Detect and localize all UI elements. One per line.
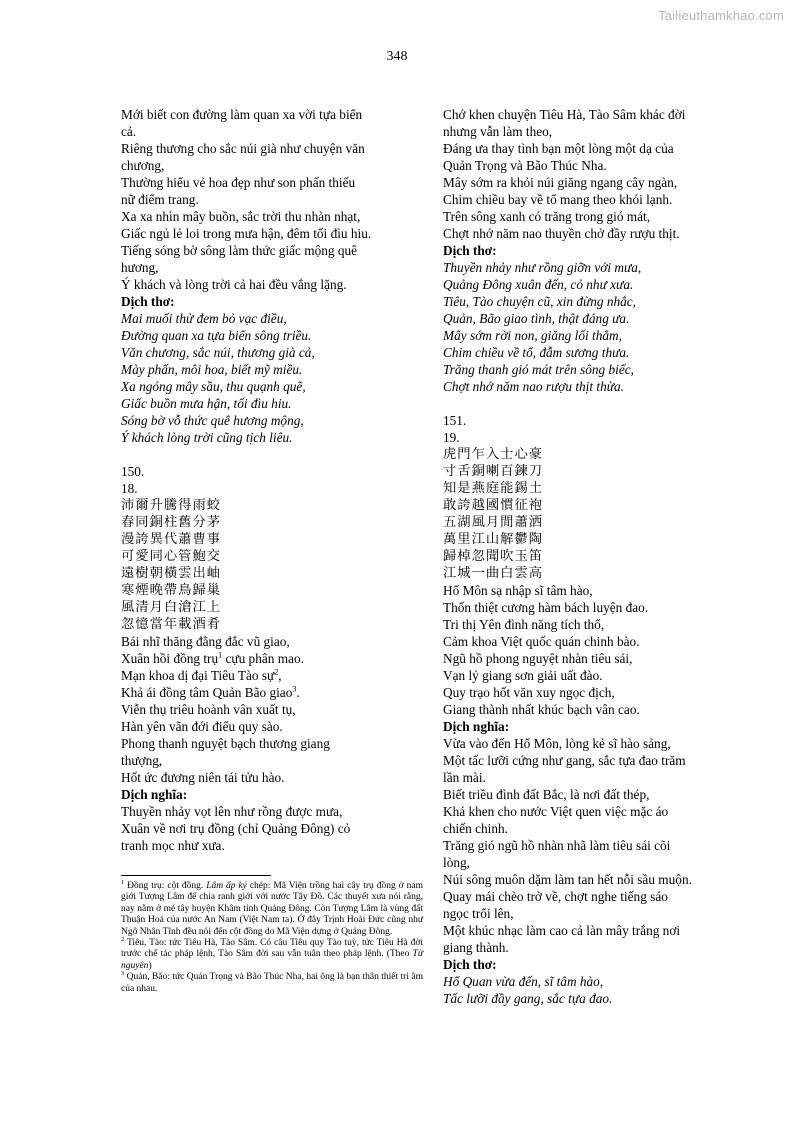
- text-line: Tấc lưỡi đầy gang, sắc tựa đao.: [443, 991, 613, 1006]
- text-line: Mây sớm ra khỏi núi giăng ngang cây ngàn,: [443, 175, 678, 190]
- text-line: Đường quan xa tựa biển sông triều.: [121, 328, 312, 343]
- footnote-ref[interactable]: 1: [218, 650, 223, 660]
- text-line: Mới biết con đường làm quan xa vời tựa biển: [121, 107, 363, 122]
- poem-sub-number: 18.: [121, 481, 138, 496]
- poem-150-continued: [443, 106, 745, 395]
- reading-line: Xuân hồi đồng trụ$^1$ cựu phân mao.: [121, 650, 304, 666]
- footnote-1: $^1$ Đồng trụ: cột đồng. Lâm ấp ký chép: Mã Viện trồng hai cây trụ đồng ở nam giới Tượng Lâm để chia ranh giới với nước Tây Đồ. Các thuyết xưa nói rằng, nay nằm ở mé tây huyện Khâm tỉnh Quảng Đông. Còn Tượng Lâm là vùng đất Thuận Hoá của nước An Nam (Việt Nam ta). Ở đây Trịnh Hoài Đức cũng như Ngô Nhân Tĩnh đều nói đến cột đồng do Mã Viện dựng ở Quảng Đông.: [121, 878, 423, 937]
- chinese-line: 寒煙晚帶鳥歸巢: [121, 583, 222, 598]
- text-line: Quản Trọng và Bão Thúc Nha.: [443, 158, 607, 173]
- footnote-ref[interactable]: 3: [292, 684, 297, 694]
- chinese-line: 萬里江山解鬱陶: [443, 532, 544, 547]
- text-line: Khá khen cho nước Việt quen việc mặc áo: [443, 804, 669, 819]
- text-line: Mai muối thử đem bỏ vạc điều,: [121, 311, 287, 326]
- left-column: [121, 106, 423, 854]
- text-line: Ngũ hồ phong nguyệt nhàn tiêu sái,: [443, 651, 633, 666]
- text-line: Trăng gió ngũ hồ nhàn nhã làm tiêu sái cõi: [443, 838, 671, 853]
- chinese-line: 遠樹朝橫雲出岫: [121, 566, 222, 581]
- poem-sub-number: 19.: [443, 430, 460, 445]
- text-line: Quảng Đông xuân đến, cỏ như xưa.: [443, 277, 634, 292]
- chinese-line: 可愛同心管鮑交: [121, 549, 222, 564]
- text-line: Thuyền nhảy như rồng giỡn với mưa,: [443, 260, 642, 275]
- text-line: Giấc buồn mưa hận, tối đìu hiu.: [121, 396, 292, 411]
- text-line: Một tấc lưỡi cứng như gang, sắc tựa đao trăm: [443, 753, 686, 768]
- footnote-divider: [121, 875, 271, 876]
- chinese-line: 敢誇越國慣征袍: [443, 498, 544, 513]
- reading-line: Phong thanh nguyệt bạch thương giang: [121, 736, 330, 751]
- reading-line: Hàn yên vãn đới điểu quy sào.: [121, 719, 283, 734]
- text-line: Xa xa nhìn mây buồn, sắc trời thu nhàn nhạt,: [121, 209, 361, 224]
- right-column: [443, 106, 745, 1007]
- text-line: Trên sông xanh có trăng trong gió mát,: [443, 209, 651, 224]
- chinese-line: 五湖風月閒蕭洒: [443, 515, 544, 530]
- poem-150-reading: [121, 633, 423, 786]
- poem-149-translation: [121, 106, 423, 446]
- section-heading: Dịch thơ:: [443, 243, 497, 258]
- text-line: Tri thị Yên đình năng tích thổ,: [443, 617, 605, 632]
- chinese-line: 漫誇異代蕭曹事: [121, 532, 222, 547]
- chinese-line: 江城一曲白雲高: [443, 566, 544, 581]
- reading-line: Viễn thụ triêu hoành vân xuất tụ,: [121, 702, 296, 717]
- meaning-line: Thuyền nhảy vọt lên như rồng được mưa,: [121, 804, 343, 819]
- text-line: Thường hiểu vẻ hoa đẹp như son phấn thiếu: [121, 175, 356, 190]
- text-line: Ý khách lòng trời cũng tịch liêu.: [121, 430, 293, 445]
- chinese-line: 歸棹忽聞吹玉笛: [443, 549, 544, 564]
- text-line: Vạn lý giang sơn giải uất đào.: [443, 668, 603, 683]
- text-line: Quay mái chèo trở về, chợt nghe tiếng sáo: [443, 889, 668, 904]
- text-line: Văn chương, sắc núi, thương già cả,: [121, 345, 315, 360]
- text-line: lần mài.: [443, 770, 486, 785]
- text-line: Hổ Môn sạ nhập sĩ tâm hào,: [443, 583, 593, 598]
- text-line: Giấc ngủ lẻ loi trong mưa hận, đêm tối đìu hiu.: [121, 226, 372, 241]
- text-line: Riêng thương cho sắc núi già như chuyện văn: [121, 141, 365, 156]
- text-line: Vừa vào đến Hổ Môn, lòng kẻ sĩ hào sảng,: [443, 736, 671, 751]
- text-line: Chợt nhớ năm nao thuyền chở đầy rượu thịt.: [443, 226, 680, 241]
- text-line: Biết triều đình đất Bắc, là nơi đất thép,: [443, 787, 650, 802]
- footnote-3: $^3$ Quản, Bão: tức Quản Trọng và Bão Thúc Nha, hai ông là bạn thân thiết tri âm của nhau.: [121, 970, 423, 994]
- chinese-line: 虎門乍入士心豪: [443, 447, 544, 462]
- reading-line: thượng,: [121, 753, 163, 768]
- text-line: Chim chiều bay về tổ mang theo khói lạnh.: [443, 192, 673, 207]
- text-line: hương,: [121, 260, 159, 275]
- chinese-line: 知是燕庭能錫土: [443, 481, 544, 496]
- reading-line: Mạn khoa dị đại Tiêu Tào sự$^2$,: [121, 667, 282, 683]
- poem-151-reading-and-translation: [443, 582, 745, 1007]
- text-line: Tiêu, Tào chuyện cũ, xin đừng nhắc,: [443, 294, 637, 309]
- reading-line: Hốt ức đương niên tái tửu hào.: [121, 770, 285, 785]
- text-line: Trăng thanh gió mát trên sông biếc,: [443, 362, 634, 377]
- page-number: 348: [386, 49, 408, 64]
- text-line: Đáng ưa thay tình bạn một lòng một dạ của: [443, 141, 674, 156]
- text-line: Quy trạo hốt văn xuy ngọc địch,: [443, 685, 615, 700]
- text-line: Một khúc nhạc làm cao cả làn mây trắng nơi: [443, 923, 681, 938]
- text-line: cả.: [121, 124, 137, 139]
- text-line: nhưng vẫn làm theo,: [443, 124, 553, 139]
- text-line: giang thành.: [443, 940, 509, 955]
- text-line: Hổ Quan vừa đến, sĩ tâm hào,: [443, 974, 604, 989]
- poem-150-chinese-text: [121, 497, 423, 633]
- poem-number: 150.: [121, 464, 145, 479]
- text-line: Chim chiều về tổ, đẫm sương thưa.: [443, 345, 630, 360]
- text-line: Ý khách và lòng trời cả hai đều vắng lặng.: [121, 277, 347, 292]
- text-line: Cảm khoa Việt quốc quán chinh bào.: [443, 634, 640, 649]
- poem-150-meaning: [121, 803, 423, 854]
- poem-number: 151.: [443, 413, 467, 428]
- chinese-line: 寸舌銅喇百鍊刀: [443, 464, 544, 479]
- section-heading: Dịch nghĩa:: [443, 719, 510, 734]
- text-line: chiến chinh.: [443, 821, 508, 836]
- text-line: Mây sớm rời non, giăng lối thẳm,: [443, 328, 622, 343]
- text-line: nữ điểm trang.: [121, 192, 199, 207]
- section-heading: Dịch nghĩa:: [121, 787, 188, 802]
- footnotes: [121, 875, 423, 995]
- text-line: Núi sông muôn dặm làm tan hết nỗi sầu muộn.: [443, 872, 692, 887]
- text-line: Tiếng sóng bờ sông làm thức giấc mộng quê: [121, 243, 358, 258]
- reading-line: Bái nhĩ thăng đằng đắc vũ giao,: [121, 634, 290, 649]
- text-line: Sóng bờ vỗ thức quê hương mộng,: [121, 413, 304, 428]
- section-heading: Dịch thơ:: [121, 294, 175, 309]
- text-line: Chớ khen chuyện Tiêu Hà, Tào Sâm khác đời: [443, 107, 686, 122]
- text-line: Mày phấn, môi hoa, biết mỹ miều.: [121, 362, 303, 377]
- watermark: Tailieuthamkhao.com: [658, 8, 784, 23]
- text-line: ngọc trổi lên,: [443, 906, 514, 921]
- chinese-line: 風清月白滄江上: [121, 600, 222, 615]
- text-line: chương,: [121, 158, 165, 173]
- meaning-line: Xuân về nơi trụ đồng (chỉ Quảng Đông) cỏ: [121, 821, 351, 836]
- poem-151-chinese-text: [443, 446, 745, 582]
- section-heading: Dịch thơ:: [443, 957, 497, 972]
- chinese-line: 春同銅柱舊分茅: [121, 515, 222, 530]
- chinese-line: 忽憶當年載酒肴: [121, 617, 222, 632]
- meaning-line: tranh mọc như xưa.: [121, 838, 225, 853]
- text-line: Chợt nhớ năm nao rượu thịt thừa.: [443, 379, 624, 394]
- text-line: Quản, Bão giao tình, thật đáng ưa.: [443, 311, 630, 326]
- footnote-ref[interactable]: 2: [274, 667, 279, 677]
- text-line: lòng,: [443, 855, 470, 870]
- text-line: Thốn thiệt cương hàm bách luyện đao.: [443, 600, 649, 615]
- reading-line: Khả ái đồng tâm Quản Bão giao$^3$.: [121, 684, 300, 700]
- text-line: Xa ngóng mây sầu, thu quạnh quẽ,: [121, 379, 306, 394]
- footnote-2: $^2$ Tiêu, Tào: tức Tiêu Hà, Tào Sâm. Có câu Tiêu quy Tào tuỳ, tức Tiêu Hà đời trước chế tác pháp lệnh, Tào Sâm đời sau vẫn tuân theo pháp lệnh. (Theo Từ nguyên): [121, 935, 423, 971]
- text-line: Giang thành nhất khúc bạch vân cao.: [443, 702, 640, 717]
- chinese-line: 沛爾升騰得雨蛟: [121, 498, 222, 513]
